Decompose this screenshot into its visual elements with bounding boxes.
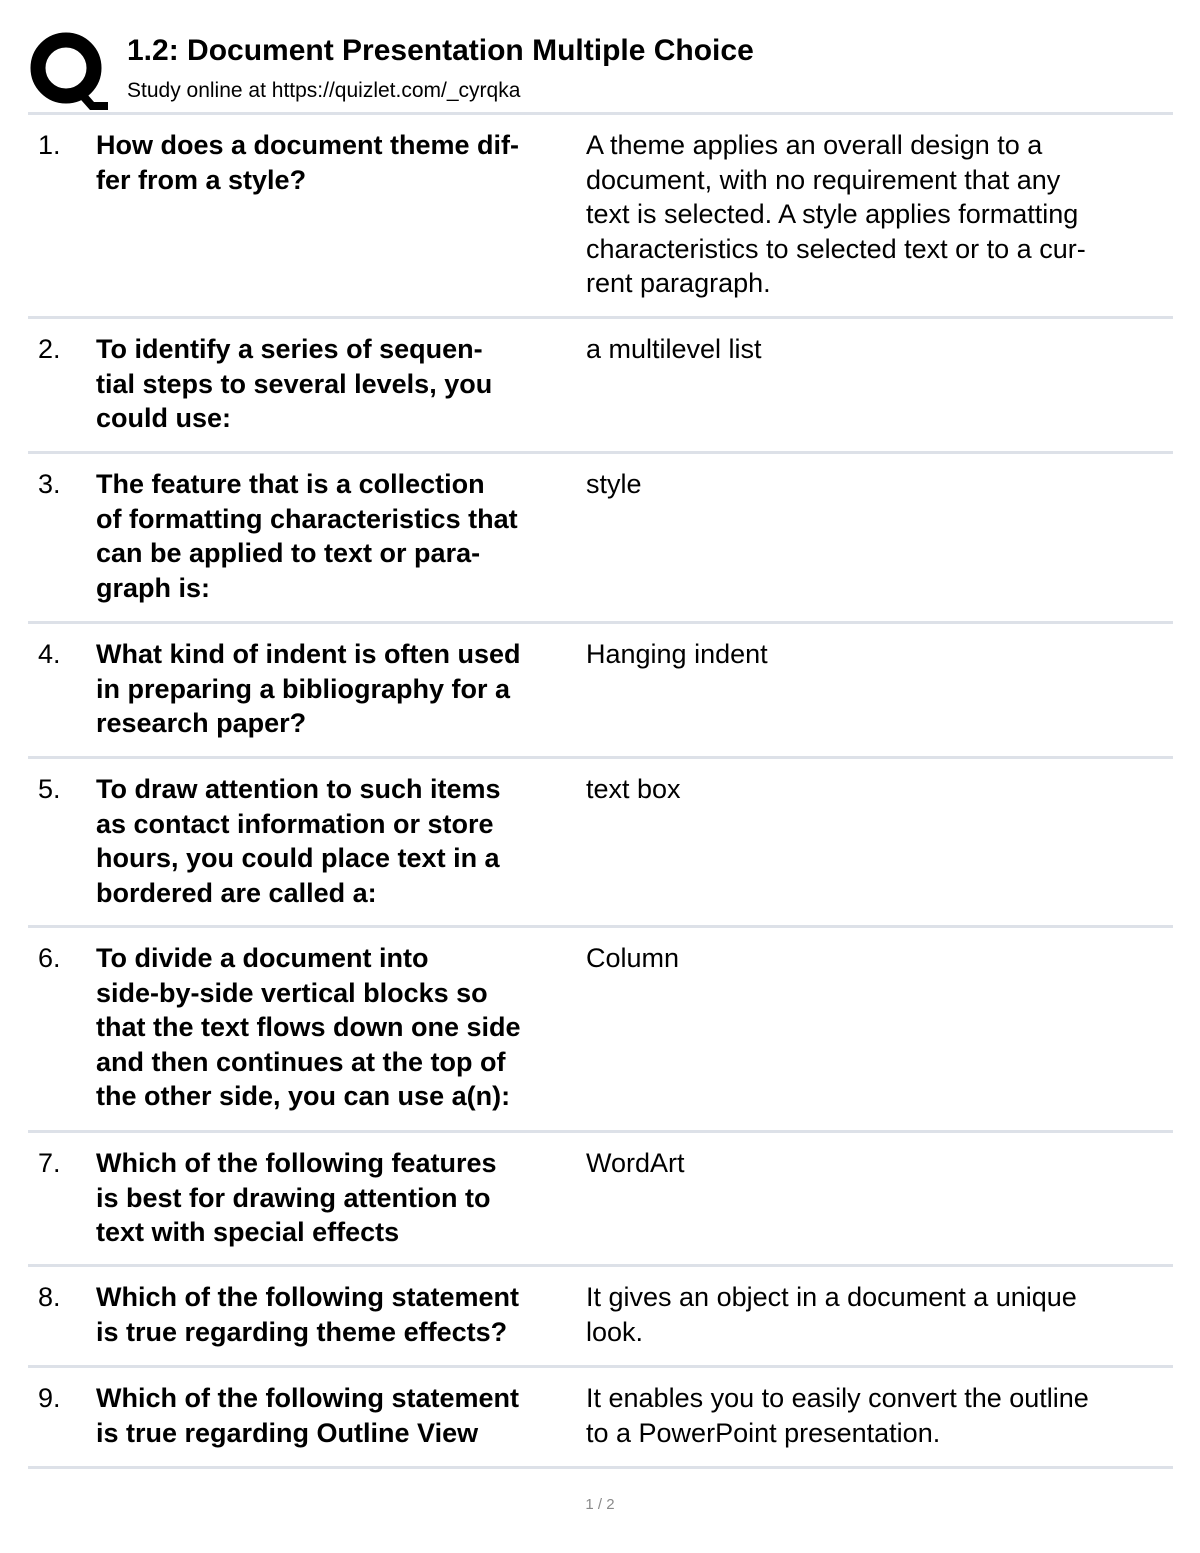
card-question: Which of the following features is best for drawing attention to text with special effects [96,1148,497,1247]
quizlet-q-logo-icon [28,30,108,110]
flashcard-row [28,759,1173,928]
card-question: To divide a document into side-by-side vertical blocks so that the text flows down one side and then continues at the top of the other side, you can use a(n): [96,943,521,1111]
card-number: 8. [38,1282,61,1312]
flashcard-row [28,1133,1173,1267]
study-online-link[interactable]: Study online at https://quizlet.com/_cyrqka [127,79,521,102]
card-answer: It enables you to easily convert the outline to a PowerPoint presentation. [586,1383,1089,1448]
flashcard-list [28,115,1173,1469]
page-header [28,28,1173,110]
flashcard-row [28,319,1173,454]
card-question: To identify a series of sequen- tial steps to several levels, you could use: [96,334,493,433]
card-question: To draw attention to such items as contact information or store hours, you could place text in a bordered are called a: [96,774,501,908]
flashcard-row [28,115,1173,319]
card-question: What kind of indent is often used in preparing a bibliography for a research paper? [96,639,521,738]
card-answer: Hanging indent [586,639,768,669]
card-question: The feature that is a collection of formatting characteristics that can be applied to text or para- graph is: [96,469,518,603]
card-answer: It gives an object in a document a unique look. [586,1282,1077,1347]
flashcard-row [28,928,1173,1133]
card-answer: A theme applies an overall design to a document, with no requirement that any text is selected. A style applies formatting characteristics to selected text or to a cur- rent paragraph. [586,130,1086,298]
card-number: 2. [38,334,61,364]
card-number: 5. [38,774,61,804]
flashcard-row [28,1267,1173,1368]
card-question: Which of the following statement is true regarding Outline View [96,1383,519,1448]
page-number: 1 / 2 [585,1496,615,1513]
card-answer: text box [586,774,681,804]
card-number: 7. [38,1148,61,1178]
card-answer: WordArt [586,1148,685,1178]
card-number: 9. [38,1383,61,1413]
flashcard-row [28,1368,1173,1469]
card-number: 1. [38,130,61,160]
card-number: 6. [38,943,61,973]
page-title: 1.2: Document Presentation Multiple Choice [127,34,754,67]
flashcard-row [28,624,1173,759]
flashcard-row [28,454,1173,624]
card-number: 3. [38,469,61,499]
card-answer: a multilevel list [586,334,762,364]
card-question: Which of the following statement is true regarding theme effects? [96,1282,519,1347]
card-number: 4. [38,639,61,669]
card-question: How does a document theme dif- fer from a style? [96,130,520,195]
card-answer: style [586,469,642,499]
card-answer: Column [586,943,680,973]
